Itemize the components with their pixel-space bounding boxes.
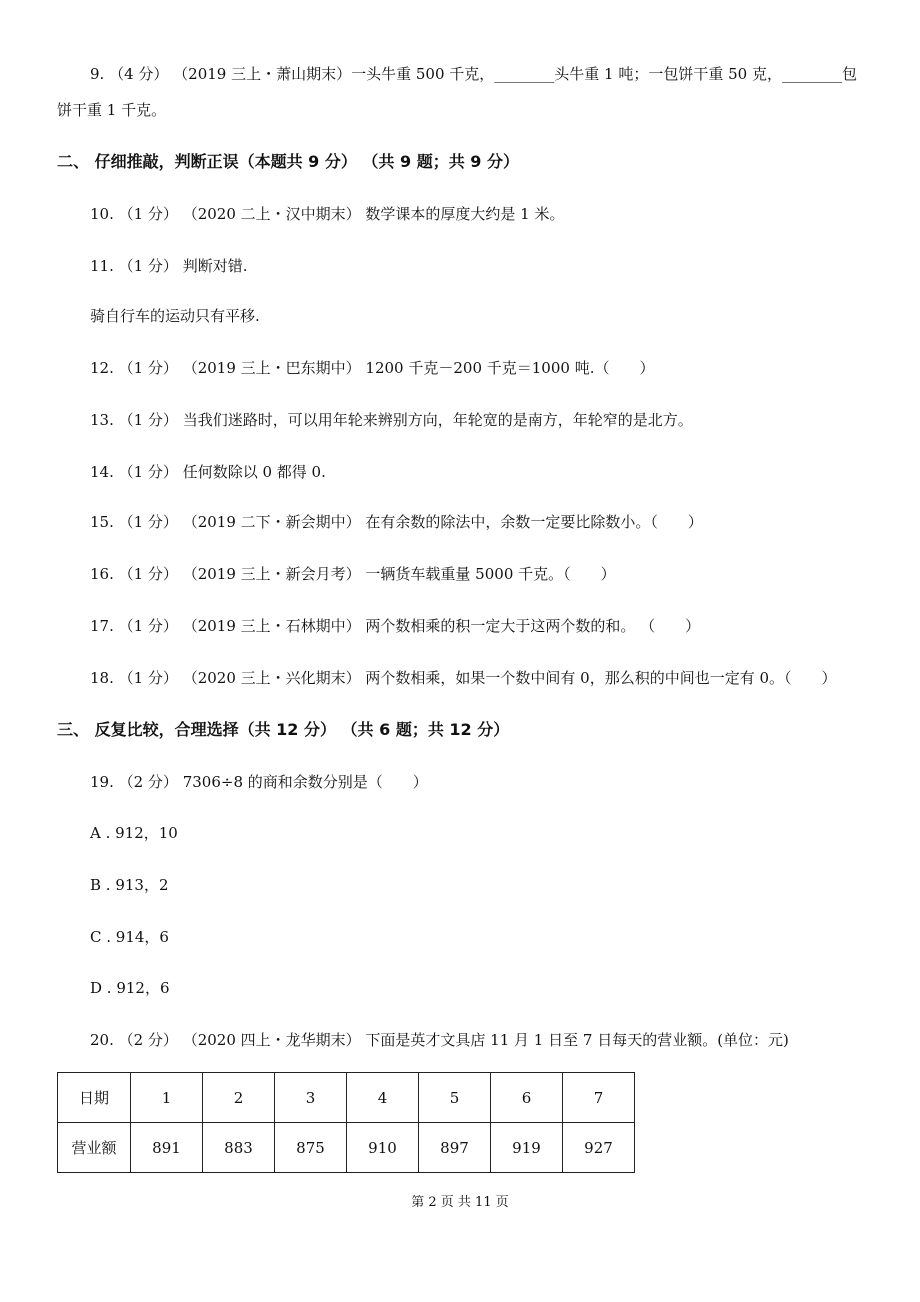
question-20: 20. （2 分） （2020 四上・龙华期末） 下面是英才文具店 11 月 1 日至 7 日每天的营业额。(单位：元) [90,1031,789,1049]
question-17: 17. （1 分） （2019 三上・石林期中） 两个数相乘的积一定大于这两个数的和。 （ ） [90,617,701,635]
question-16: 16. （1 分） （2019 三上・新会月考） 一辆货车载重量 5000 千克。（ ） [90,565,616,583]
table-cell: 3 [275,1073,347,1123]
option-c: C . 914，6 [90,928,169,946]
option-d: D . 912，6 [90,979,170,997]
table-cell: 日期 [58,1073,131,1123]
question-14: 14. （1 分） 任何数除以 0 都得 0. [90,463,326,481]
table-cell: 1 [131,1073,203,1123]
question-11: 11. （1 分） 判断对错. [90,257,248,275]
table-cell: 927 [563,1123,635,1173]
question-18: 18. （1 分） （2020 三上・兴化期末） 两个数相乘，如果一个数中间有 0，那么积的中间也一定有 0。（ ） [90,669,837,687]
section-2-title: 二、 仔细推敲，判断正误（本题共 9 分） （共 9 题；共 9 分） [57,152,519,171]
question-15: 15. （1 分） （2019 二下・新会期中） 在有余数的除法中，余数一定要比除数小。（ ） [90,513,703,531]
table-cell: 2 [203,1073,275,1123]
sales-table [57,1072,635,1173]
page-footer: 第 2 页 共 11 页 [411,1195,509,1210]
question-12: 12. （1 分） （2019 三上・巴东期中） 1200 千克－200 千克＝1000 吨.（ ） [90,359,655,377]
table-cell: 营业额 [58,1123,131,1173]
table-cell: 910 [347,1123,419,1173]
table-header-row [58,1073,635,1123]
question-11-statement: 骑自行车的运动只有平移. [90,307,260,325]
section-3-title: 三、 反复比较，合理选择（共 12 分） （共 6 题；共 12 分） [57,720,510,739]
question-10: 10. （1 分） （2020 二上・汉中期末） 数学课本的厚度大约是 1 米。 [90,205,565,223]
table-cell: 891 [131,1123,203,1173]
table-cell: 875 [275,1123,347,1173]
q9-line1: 9. （4 分） （2019 三上・萧山期末）一头牛重 500 千克，________头牛重 1 吨；一包饼干重 50 克，________包 [90,65,857,83]
option-a: A . 912，10 [90,824,178,842]
table-cell: 7 [563,1073,635,1123]
table-cell: 883 [203,1123,275,1173]
table-cell: 6 [491,1073,563,1123]
table-cell: 897 [419,1123,491,1173]
table-cell: 5 [419,1073,491,1123]
option-b: B . 913，2 [90,876,169,894]
q9-line2: 饼干重 1 千克。 [57,101,167,119]
table-cell: 4 [347,1073,419,1123]
table-row [58,1123,635,1173]
question-13: 13. （1 分） 当我们迷路时，可以用年轮来辨别方向，年轮宽的是南方，年轮窄的是北方。 [90,411,693,429]
table-cell: 919 [491,1123,563,1173]
question-19: 19. （2 分） 7306÷8 的商和余数分别是（ ） [90,773,428,791]
